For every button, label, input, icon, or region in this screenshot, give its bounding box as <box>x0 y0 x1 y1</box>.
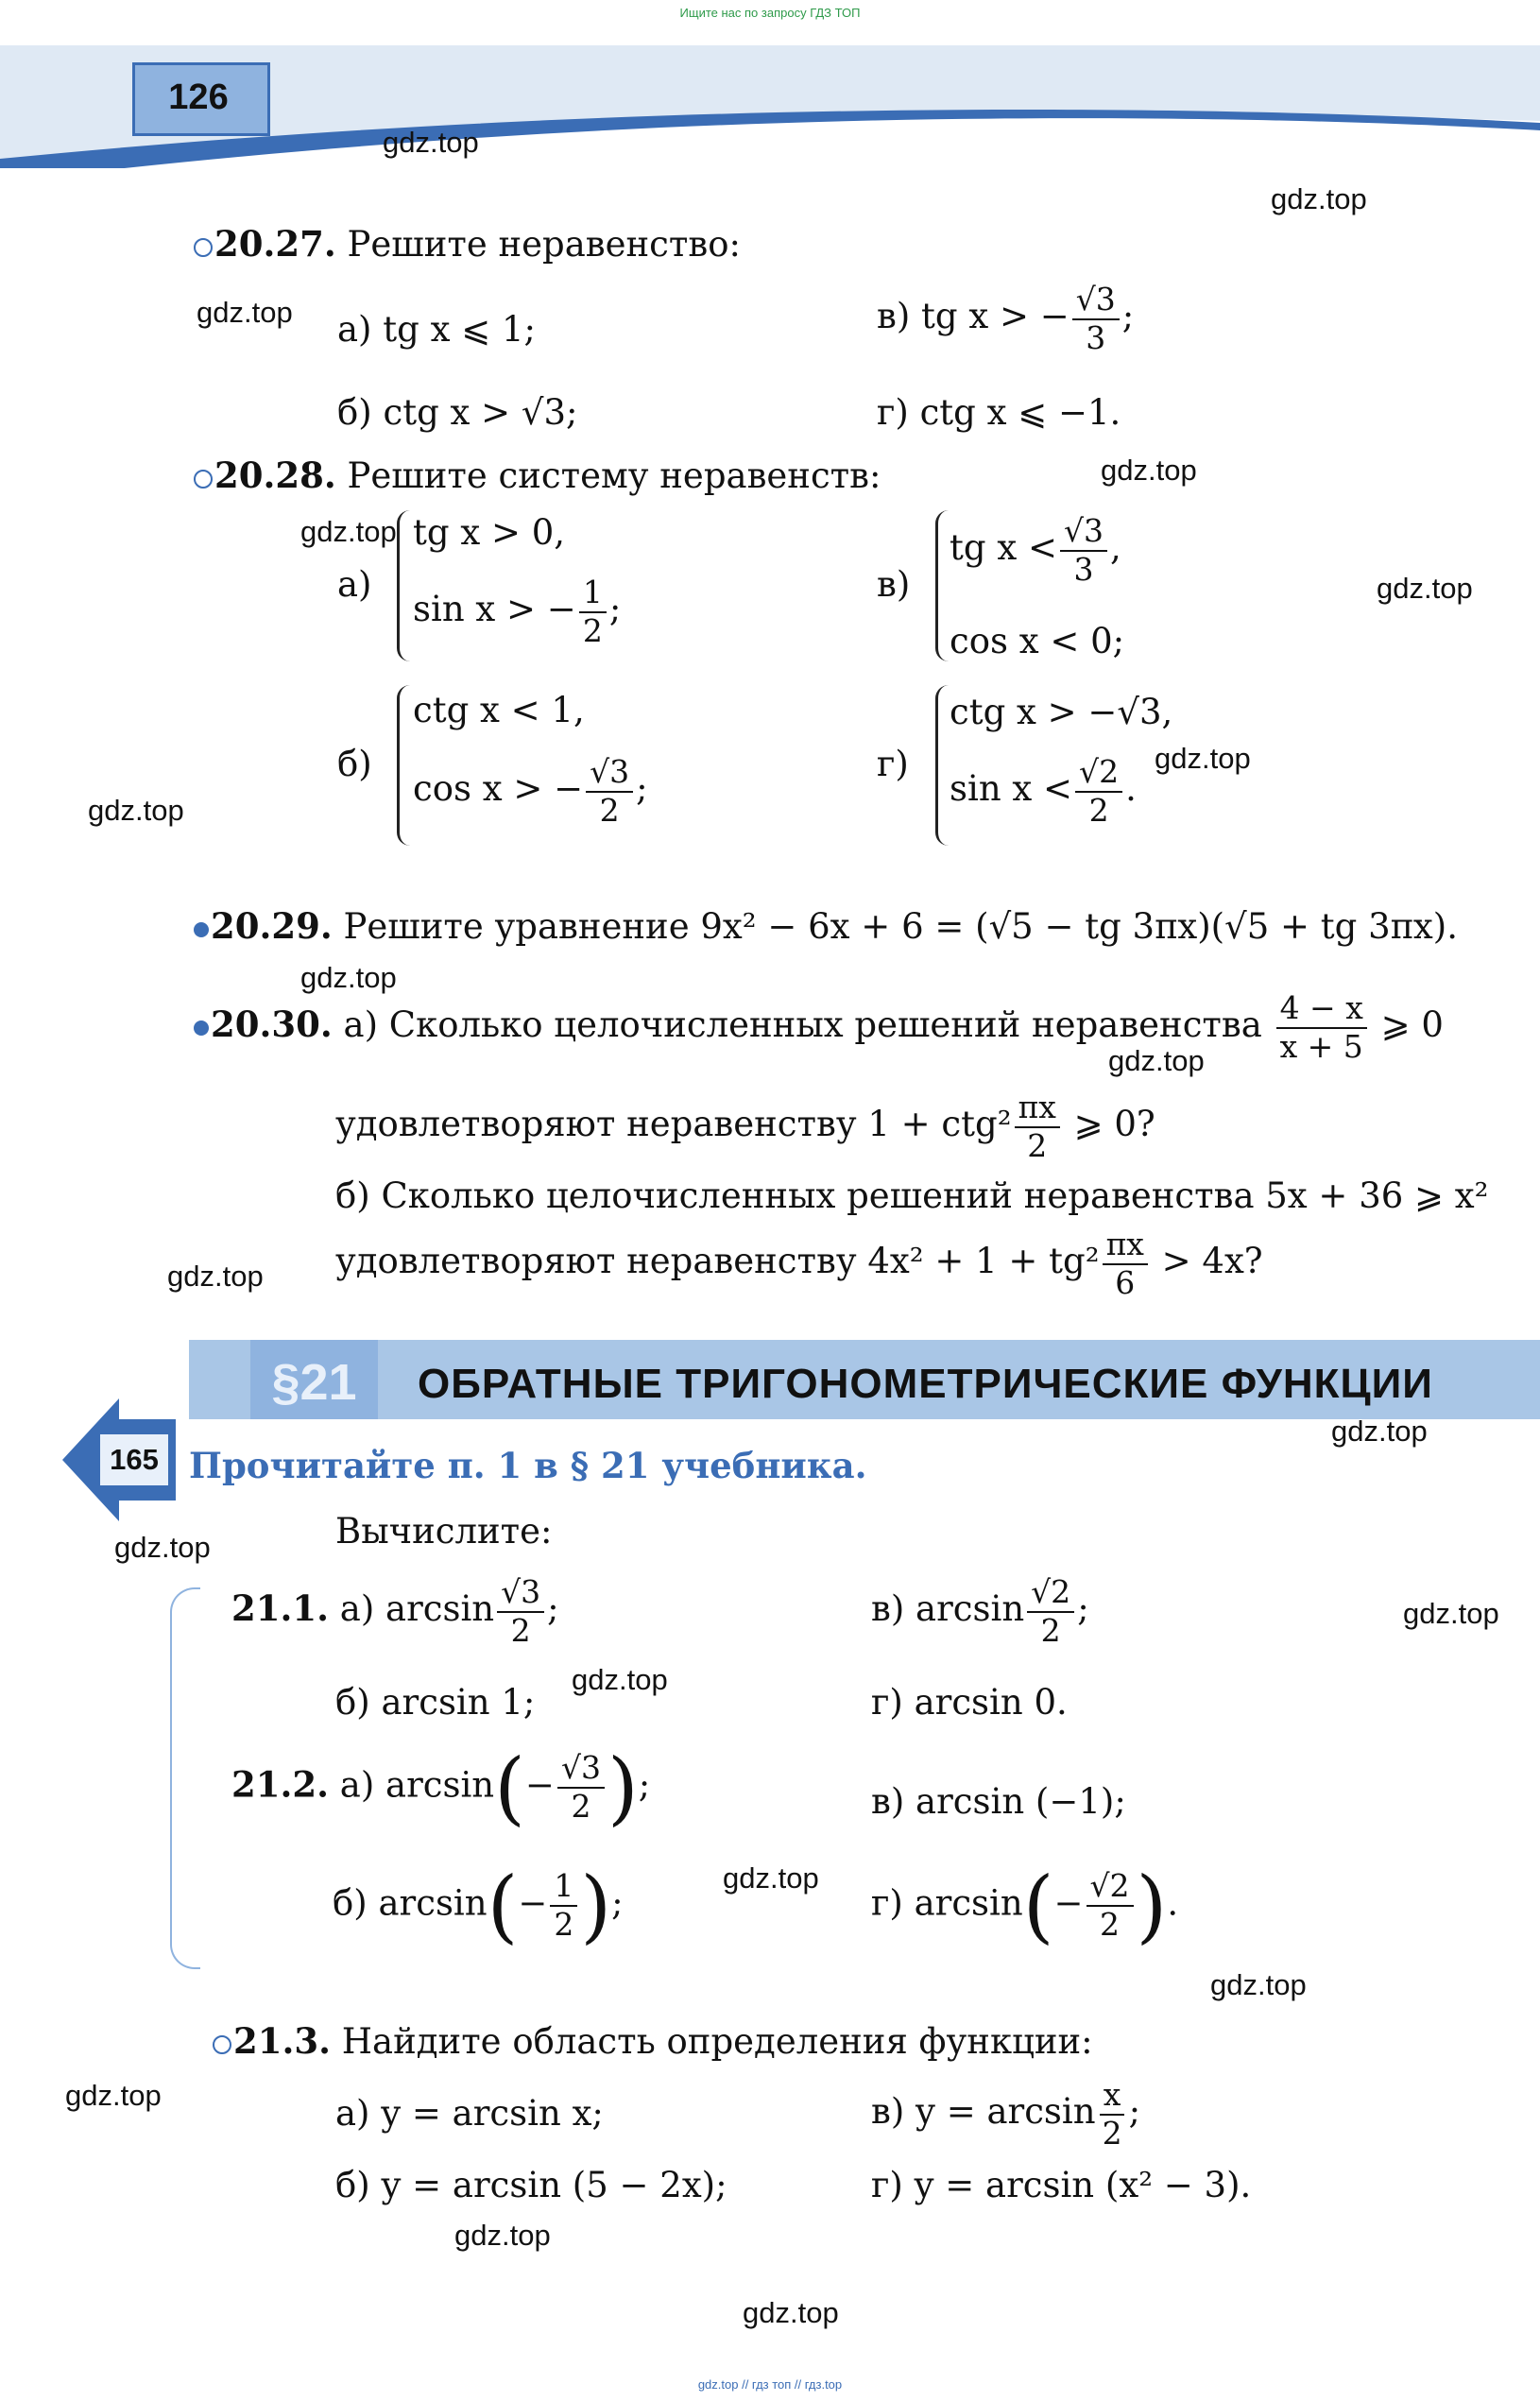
problem-21-1-a: 21.1. а) arcsin $\frac{√3}{2}$ ; <box>231 1573 559 1649</box>
system-b-label: б) <box>337 744 372 784</box>
watermark: gdz.top <box>1101 454 1197 487</box>
watermark: gdz.top <box>88 794 184 827</box>
system-b-1: ctg x < 1, <box>413 690 585 730</box>
watermark: gdz.top <box>1403 1597 1499 1630</box>
problem-21-3-b: б) y = arcsin (5 − 2x); <box>335 2165 727 2205</box>
brace-b <box>397 685 413 846</box>
filled-circle-marker-icon <box>194 1020 209 1036</box>
watermark: gdz.top <box>65 2079 162 2112</box>
problem-21-1-v: в) arcsin $\frac{√2}{2}$ ; <box>871 1573 1089 1649</box>
problem-20-28-title: 20.28. Решите систему неравенств: <box>194 458 881 493</box>
watermark: gdz.top <box>1271 182 1367 215</box>
system-g-label: г) <box>877 744 909 784</box>
problem-20-27-b: б) ctg x > √3; <box>337 392 578 433</box>
system-v-2: cos x < 0; <box>950 621 1125 661</box>
watermark: gdz.top <box>167 1260 264 1293</box>
watermark: gdz.top <box>300 515 397 548</box>
problem-20-30-a2: удовлетворяют неравенству 1 + ctg² $\frac{\pi x}{2}$ ⩾ 0? <box>335 1089 1155 1164</box>
page-number: 126 <box>168 77 229 117</box>
compute-heading: Вычислите: <box>335 1511 553 1552</box>
bottom-note: gdz.top // гдз топ // гдз.top <box>697 2377 843 2392</box>
watermark: gdz.top <box>300 961 397 994</box>
circle-marker-icon <box>194 238 213 257</box>
watermark: gdz.top <box>197 296 293 329</box>
problem-21-1-b: б) arcsin 1; <box>335 1682 536 1723</box>
problem-21-3-v: в) y = arcsin $\frac{x}{2}$ ; <box>871 2076 1141 2152</box>
system-b-2: cos x > − $\frac{√3}{2}$ ; <box>413 753 648 829</box>
system-g-1: ctg x > −√3, <box>950 692 1173 732</box>
top-note: Ищите нас по запросу ГДЗ ТОП <box>679 6 861 20</box>
watermark: gdz.top <box>1155 742 1251 775</box>
system-v-label: в) <box>877 564 911 605</box>
watermark: gdz.top <box>572 1663 668 1696</box>
problem-21-2-g: г) arcsin(− $\frac{√2}{2}$ ). <box>871 1860 1179 1952</box>
problem-21-2-v: в) arcsin (−1); <box>871 1781 1126 1822</box>
system-a-1: tg x > 0, <box>413 512 566 553</box>
problem-20-27-g: г) ctg x ⩽ −1. <box>877 392 1121 433</box>
watermark: gdz.top <box>383 126 479 159</box>
problem-20-30-a1: 20.30. а) Сколько целочисленных решений неравенства $\frac{4 - x}{x + 5}$ ⩾ 0 <box>194 992 1444 1063</box>
system-a-2: sin x > − $\frac{1}{2}$ ; <box>413 574 622 649</box>
problem-20-29: 20.29. Решите уравнение 9x² − 6x + 6 = (√5 − tg 3πx)(√5 + tg 3πx). <box>194 909 1458 944</box>
watermark: gdz.top <box>1108 1044 1205 1077</box>
system-v-1: tg x < $\frac{√3}{3}$ , <box>950 512 1121 588</box>
watermark: gdz.top <box>1377 572 1473 605</box>
problem-20-27-v: в) tg x > − $\frac{√3}{3}$ ; <box>877 281 1135 356</box>
problem-21-3-title: 21.3. Найдите область определения функции: <box>213 2024 1093 2059</box>
watermark: gdz.top <box>114 1531 211 1564</box>
exercise-bracket <box>170 1587 200 1969</box>
watermark: gdz.top <box>723 1861 819 1895</box>
problem-20-27-a: а) tg x ⩽ 1; <box>337 309 536 350</box>
problem-20-27-title: 20.27. Решите неравенство: <box>194 227 741 262</box>
problem-21-2-b: б) arcsin(− $\frac{1}{2}$ ); <box>333 1860 624 1952</box>
section-title: ОБРАТНЫЕ ТРИГОНОМЕТРИЧЕСКИЕ ФУНКЦИИ <box>418 1361 1433 1407</box>
problem-21-3-g: г) y = arcsin (x² − 3). <box>871 2165 1252 2205</box>
watermark: gdz.top <box>743 2296 839 2329</box>
problem-20-30-b1: б) Сколько целочисленных решений неравенства 5x + 36 ⩾ x² <box>335 1175 1489 1216</box>
problem-21-2-a: 21.2. а) arcsin(− $\frac{√3}{2}$ ); <box>231 1741 651 1834</box>
problem-20-30-b2: удовлетворяют неравенству 4x² + 1 + tg² $\frac{\pi x}{6}$ > 4x? <box>335 1226 1263 1301</box>
problem-21-3-a: а) y = arcsin x; <box>335 2093 604 2134</box>
read-note: Прочитайте п. 1 в § 21 учебника. <box>189 1445 867 1486</box>
system-g-2: sin x < $\frac{√2}{2}$ . <box>950 753 1137 829</box>
watermark: gdz.top <box>1331 1415 1428 1448</box>
section-mark: §21 <box>271 1354 357 1411</box>
circle-marker-icon <box>194 470 213 489</box>
circle-marker-icon <box>213 2035 231 2054</box>
brace-a <box>397 510 413 661</box>
system-a-label: а) <box>337 564 372 605</box>
watermark: gdz.top <box>1210 1968 1307 2001</box>
problem-21-1-g: г) arcsin 0. <box>871 1682 1068 1723</box>
watermark: gdz.top <box>454 2219 551 2252</box>
filled-circle-marker-icon <box>194 922 209 937</box>
reference-badge-number: 165 <box>110 1443 159 1476</box>
